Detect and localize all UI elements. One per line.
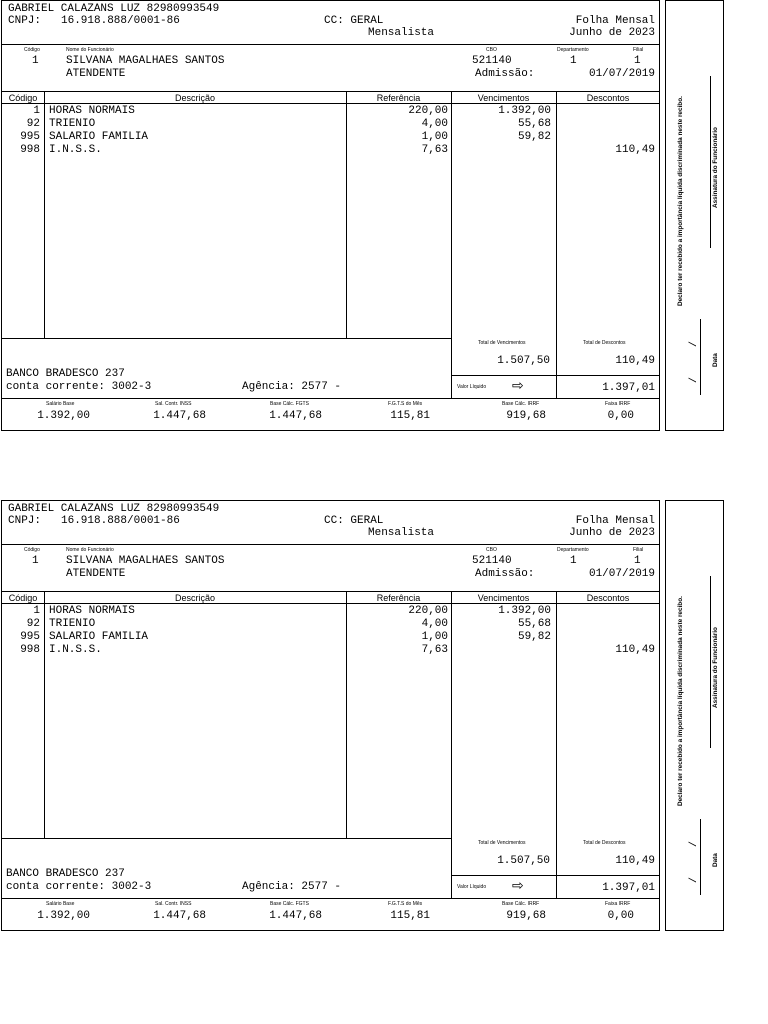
employee-name: SILVANA MAGALHAES SANTOS: [66, 555, 225, 567]
col-line: [44, 91, 45, 338]
col-header-codigo: Código: [8, 93, 38, 103]
cost-center: CC: GERAL: [324, 15, 384, 27]
admission-label: Admissão:: [475, 568, 535, 580]
label-total-descontos: Total de Descontos: [583, 340, 626, 346]
item-reference: 220,00: [408, 105, 448, 117]
label-departamento: Departamento: [557, 47, 589, 53]
payslip-copy-2: [1, 500, 724, 932]
item-description: SALARIO FAMILIA: [49, 131, 149, 143]
employee-type: Mensalista: [368, 27, 435, 39]
faixa-irrf: 0,00: [607, 910, 634, 922]
label-filial: Filial: [633, 47, 644, 53]
period: Junho de 2023: [569, 527, 655, 539]
bank-account: conta corrente: 3002-3: [6, 881, 152, 893]
signature-label: Assinatura do Funcionário: [712, 127, 719, 208]
item-description: TRIENIO: [49, 618, 96, 630]
divider: [2, 91, 659, 92]
payslip-main: [1, 500, 660, 931]
signature-label: Assinatura do Funcionário: [712, 627, 719, 708]
employee-department: 1: [570, 555, 577, 567]
item-code: 995: [20, 131, 40, 143]
divider: [2, 591, 659, 592]
employee-cbo: 521140: [472, 55, 512, 67]
label-valor-liquido: Valor Líquido: [457, 384, 487, 390]
item-code: 998: [20, 144, 40, 156]
label-codigo: Código: [24, 547, 40, 553]
total-vencimentos: 1.507,50: [497, 855, 550, 867]
label-base-irrf: Base Cálc. IRRF: [502, 901, 540, 907]
item-code: 1: [33, 105, 40, 117]
item-description: TRIENIO: [49, 118, 96, 130]
divider: [2, 898, 659, 899]
label-salario-base: Salário Base: [46, 401, 75, 407]
date-label: Data: [712, 353, 719, 367]
date-slashes: / /: [689, 328, 700, 383]
col-header-vencimentos: Vencimentos: [477, 93, 530, 103]
signature-panel: [665, 0, 724, 431]
item-reference: 1,00: [421, 631, 448, 643]
payslip-main: [1, 0, 660, 431]
base-fgts: 1.447,68: [269, 910, 322, 922]
signature-line: [710, 76, 711, 248]
item-code: 92: [26, 118, 40, 130]
salario-base: 1.392,00: [37, 910, 90, 922]
employer-name: GABRIEL CALAZANS LUZ 82980993549: [8, 3, 220, 15]
fgts-mes: 115,81: [390, 910, 430, 922]
label-sal-contr-inss: Sal. Contr. INSS: [155, 401, 192, 407]
item-code: 995: [20, 631, 40, 643]
col-header-descricao: Descrição: [174, 593, 215, 603]
item-vencimento: 59,82: [517, 631, 551, 643]
sal-contr-inss: 1.447,68: [153, 910, 206, 922]
item-code: 1: [33, 605, 40, 617]
employee-role: ATENDENTE: [66, 568, 126, 580]
divider: [2, 44, 659, 45]
label-fgts-mes: F.G.T.S do Mês: [388, 901, 423, 907]
cost-center: CC: GERAL: [324, 515, 384, 527]
col-header-codigo: Código: [8, 593, 38, 603]
col-header-referencia: Referência: [376, 93, 421, 103]
divider: [2, 103, 659, 104]
divider: [2, 838, 452, 839]
item-reference: 7,63: [421, 644, 448, 656]
admission-date: 01/07/2019: [588, 568, 655, 580]
total-vencimentos: 1.507,50: [497, 355, 550, 367]
col-header-descricao: Descrição: [174, 93, 215, 103]
item-desconto: 110,49: [615, 644, 655, 656]
payslip-copy-1: [1, 0, 724, 432]
item-reference: 7,63: [421, 144, 448, 156]
label-departamento: Departamento: [557, 547, 589, 553]
arrow-right-icon: ⇨: [512, 378, 524, 394]
label-filial: Filial: [633, 547, 644, 553]
label-total-vencimentos: Total de Vencimentos: [478, 340, 526, 346]
date-label: Data: [712, 853, 719, 867]
divider: [2, 398, 659, 399]
col-header-vencimentos: Vencimentos: [477, 593, 530, 603]
fgts-mes: 115,81: [390, 410, 430, 422]
label-nome: Nome do Funcionário: [66, 47, 114, 53]
label-nome: Nome do Funcionário: [66, 547, 114, 553]
base-irrf: 919,68: [506, 410, 546, 422]
label-sal-contr-inss: Sal. Contr. INSS: [155, 901, 192, 907]
employee-role: ATENDENTE: [66, 68, 126, 80]
item-reference: 220,00: [408, 605, 448, 617]
label-faixa-irrf: Faixa IRRF: [605, 901, 631, 907]
label-base-fgts: Base Cálc. FGTS: [270, 401, 309, 407]
doc-title: Folha Mensal: [575, 15, 655, 27]
cnpj-value: 16.918.888/0001-86: [61, 515, 180, 527]
cnpj-label: CNPJ:: [8, 515, 42, 527]
employee-branch: 1: [634, 55, 641, 67]
col-header-descontos: Descontos: [586, 93, 630, 103]
item-reference: 4,00: [421, 618, 448, 630]
label-cbo: CBO: [486, 547, 497, 553]
item-vencimento: 55,68: [517, 618, 551, 630]
col-header-referencia: Referência: [376, 593, 421, 603]
divider: [2, 544, 659, 545]
col-line: [556, 91, 557, 398]
total-descontos: 110,49: [615, 355, 655, 367]
item-description: I.N.S.S.: [49, 144, 102, 156]
valor-liquido: 1.397,01: [602, 382, 655, 394]
sal-contr-inss: 1.447,68: [153, 410, 206, 422]
divider: [451, 875, 659, 876]
bank-account: conta corrente: 3002-3: [6, 381, 152, 393]
item-description: HORAS NORMAIS: [49, 605, 135, 617]
total-descontos: 110,49: [615, 855, 655, 867]
date-line: [700, 819, 701, 895]
divider: [2, 603, 659, 604]
employee-department: 1: [570, 55, 577, 67]
base-irrf: 919,68: [506, 910, 546, 922]
employee-name: SILVANA MAGALHAES SANTOS: [66, 55, 225, 67]
label-base-fgts: Base Cálc. FGTS: [270, 901, 309, 907]
label-fgts-mes: F.G.T.S do Mês: [388, 401, 423, 407]
item-code: 92: [26, 618, 40, 630]
cnpj-value: 16.918.888/0001-86: [61, 15, 180, 27]
label-codigo: Código: [24, 47, 40, 53]
employee-cbo: 521140: [472, 555, 512, 567]
period: Junho de 2023: [569, 27, 655, 39]
item-reference: 1,00: [421, 131, 448, 143]
arrow-right-icon: ⇨: [512, 878, 524, 894]
employee-code: 1: [32, 55, 39, 67]
admission-label: Admissão:: [475, 68, 535, 80]
label-total-descontos: Total de Descontos: [583, 840, 626, 846]
col-line: [556, 591, 557, 898]
label-cbo: CBO: [486, 47, 497, 53]
date-line: [700, 319, 701, 395]
label-faixa-irrf: Faixa IRRF: [605, 401, 631, 407]
date-slashes: / /: [689, 828, 700, 883]
bank-name: BANCO BRADESCO 237: [6, 368, 125, 380]
declaration-text: Declaro ter recebido a importância líquida discriminada neste recibo.: [677, 96, 684, 306]
item-reference: 4,00: [421, 118, 448, 130]
item-desconto: 110,49: [615, 144, 655, 156]
item-vencimento: 1.392,00: [498, 605, 551, 617]
item-description: HORAS NORMAIS: [49, 105, 135, 117]
signature-line: [710, 576, 711, 748]
bank-agency: Agência: 2577 -: [242, 381, 342, 393]
item-code: 998: [20, 644, 40, 656]
doc-title: Folha Mensal: [575, 515, 655, 527]
label-valor-liquido: Valor Líquido: [457, 884, 487, 890]
divider: [2, 338, 452, 339]
item-description: SALARIO FAMILIA: [49, 631, 149, 643]
item-vencimento: 55,68: [517, 118, 551, 130]
item-vencimento: 1.392,00: [498, 105, 551, 117]
employee-type: Mensalista: [368, 527, 435, 539]
employee-code: 1: [32, 555, 39, 567]
col-header-descontos: Descontos: [586, 593, 630, 603]
employee-branch: 1: [634, 555, 641, 567]
col-line: [44, 591, 45, 838]
signature-panel: [665, 500, 724, 931]
bank-agency: Agência: 2577 -: [242, 881, 342, 893]
label-salario-base: Salário Base: [46, 901, 75, 907]
bank-name: BANCO BRADESCO 237: [6, 868, 125, 880]
declaration-text: Declaro ter recebido a importância líquida discriminada neste recibo.: [677, 596, 684, 806]
item-description: I.N.S.S.: [49, 644, 102, 656]
item-vencimento: 59,82: [517, 131, 551, 143]
admission-date: 01/07/2019: [588, 68, 655, 80]
salario-base: 1.392,00: [37, 410, 90, 422]
cnpj-label: CNPJ:: [8, 15, 42, 27]
label-total-vencimentos: Total de Vencimentos: [478, 840, 526, 846]
employer-name: GABRIEL CALAZANS LUZ 82980993549: [8, 503, 220, 515]
base-fgts: 1.447,68: [269, 410, 322, 422]
valor-liquido: 1.397,01: [602, 882, 655, 894]
divider: [451, 375, 659, 376]
label-base-irrf: Base Cálc. IRRF: [502, 401, 540, 407]
faixa-irrf: 0,00: [607, 410, 634, 422]
